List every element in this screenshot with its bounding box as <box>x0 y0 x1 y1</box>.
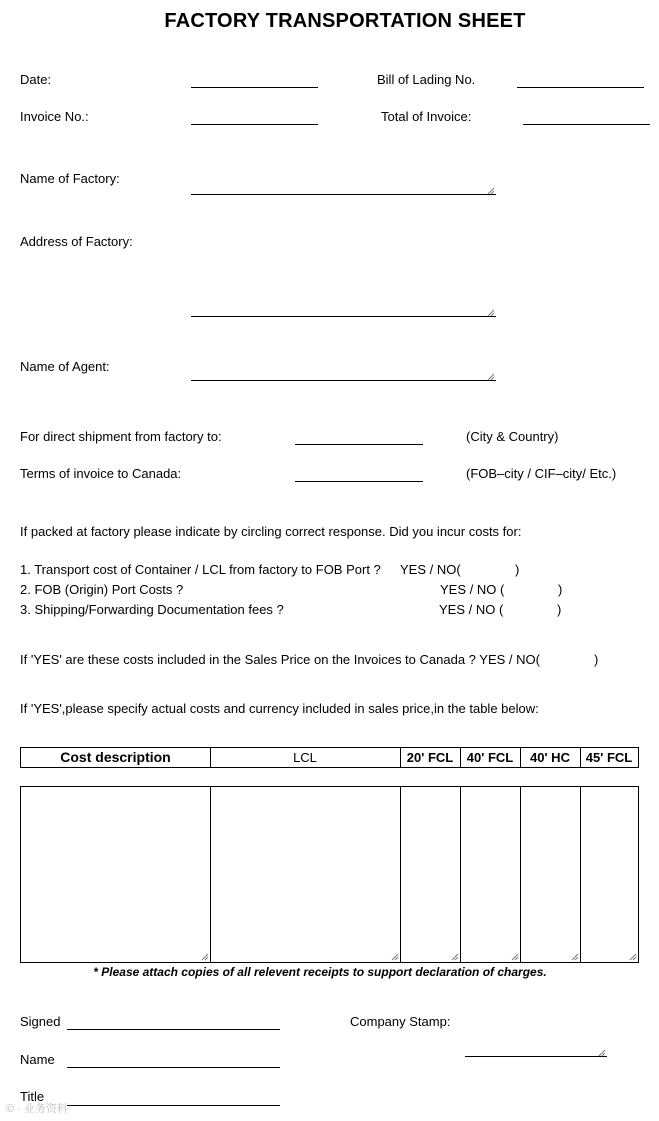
specify-costs-text: If 'YES',please specify actual costs and currency included in sales price,in the table below: <box>20 701 539 716</box>
question-2: 2. FOB (Origin) Port Costs ? <box>20 582 184 597</box>
city-country-hint: (City & Country) <box>466 429 559 444</box>
header-cost-description: Cost description <box>21 748 211 767</box>
total-invoice-field[interactable] <box>523 124 650 125</box>
cost-table-body <box>20 786 639 963</box>
45-fcl-cost-input[interactable] <box>580 787 638 962</box>
signed-field[interactable] <box>67 1029 280 1030</box>
factory-name-field[interactable] <box>191 194 496 195</box>
factory-address-field[interactable] <box>191 316 496 317</box>
agent-name-field[interactable] <box>191 380 496 381</box>
resize-grip-icon[interactable] <box>391 953 399 961</box>
direct-shipment-field[interactable] <box>295 444 423 445</box>
resize-grip-icon[interactable] <box>571 953 579 961</box>
question-2-answer[interactable]: YES / NO ( <box>440 582 505 597</box>
factory-address-label: Address of Factory: <box>20 234 133 249</box>
costs-included-close-paren: ) <box>594 652 599 667</box>
resize-grip-icon[interactable] <box>201 953 209 961</box>
total-invoice-label: Total of Invoice: <box>381 109 472 124</box>
title-field[interactable] <box>67 1105 280 1106</box>
cost-description-input[interactable] <box>21 787 211 962</box>
date-label: Date: <box>20 72 52 87</box>
header-40-hc: 40' HC <box>520 748 581 767</box>
bill-of-lading-field[interactable] <box>517 87 644 88</box>
name-field[interactable] <box>67 1067 280 1068</box>
resize-grip-icon[interactable] <box>598 1049 606 1057</box>
page-title: FACTORY TRANSPORTATION SHEET <box>164 10 526 32</box>
terms-of-invoice-label: Terms of invoice to Canada: <box>20 466 182 481</box>
invoice-no-field[interactable] <box>191 124 318 125</box>
40-fcl-cost-input[interactable] <box>460 787 521 962</box>
question-1-answer[interactable]: YES / NO( <box>400 562 461 577</box>
watermark: © · 业务资料 <box>6 1103 68 1115</box>
signed-label: Signed <box>20 1014 61 1029</box>
costs-included-question: If 'YES' are these costs included in the Sales Price on the Invoices to Canada ? YES / NO( <box>20 652 540 667</box>
terms-hint: (FOB–city / CIF–city/ Etc.) <box>466 466 617 481</box>
20-fcl-cost-input[interactable] <box>400 787 461 962</box>
resize-grip-icon[interactable] <box>511 953 519 961</box>
question-3: 3. Shipping/Forwarding Documentation fees ? <box>20 602 284 617</box>
resize-grip-icon[interactable] <box>487 187 495 195</box>
question-2-close-paren: ) <box>558 582 563 597</box>
title-label: Title <box>20 1089 45 1104</box>
question-3-close-paren: ) <box>557 602 562 617</box>
factory-name-label: Name of Factory: <box>20 171 120 186</box>
resize-grip-icon[interactable] <box>629 953 637 961</box>
date-field[interactable] <box>191 87 318 88</box>
name-label: Name <box>20 1052 55 1067</box>
direct-shipment-label: For direct shipment from factory to: <box>20 429 222 444</box>
company-stamp-label: Company Stamp: <box>350 1014 451 1029</box>
resize-grip-icon[interactable] <box>487 373 495 381</box>
question-1: 1. Transport cost of Container / LCL from factory to FOB Port ? <box>20 562 381 577</box>
header-lcl: LCL <box>210 748 401 767</box>
40-hc-cost-input[interactable] <box>520 787 581 962</box>
header-20-fcl: 20' FCL <box>400 748 461 767</box>
lcl-cost-input[interactable] <box>210 787 401 962</box>
invoice-no-label: Invoice No.: <box>20 109 89 124</box>
header-45-fcl: 45' FCL <box>585 750 633 765</box>
bill-of-lading-label: Bill of Lading No. <box>377 72 476 87</box>
question-3-answer[interactable]: YES / NO ( <box>439 602 504 617</box>
agent-name-label: Name of Agent: <box>20 359 110 374</box>
question-1-close-paren: ) <box>515 562 520 577</box>
receipts-note: * Please attach copies of all relevent receipts to support declaration of charges. <box>93 965 547 979</box>
header-40-fcl: 40' FCL <box>460 748 521 767</box>
terms-of-invoice-field[interactable] <box>295 481 423 482</box>
cost-table-header <box>20 747 639 768</box>
cost-intro-text: If packed at factory please indicate by circling correct response. Did you incur costs for: <box>20 524 522 539</box>
resize-grip-icon[interactable] <box>487 309 495 317</box>
resize-grip-icon[interactable] <box>451 953 459 961</box>
company-stamp-field[interactable] <box>465 1056 607 1057</box>
